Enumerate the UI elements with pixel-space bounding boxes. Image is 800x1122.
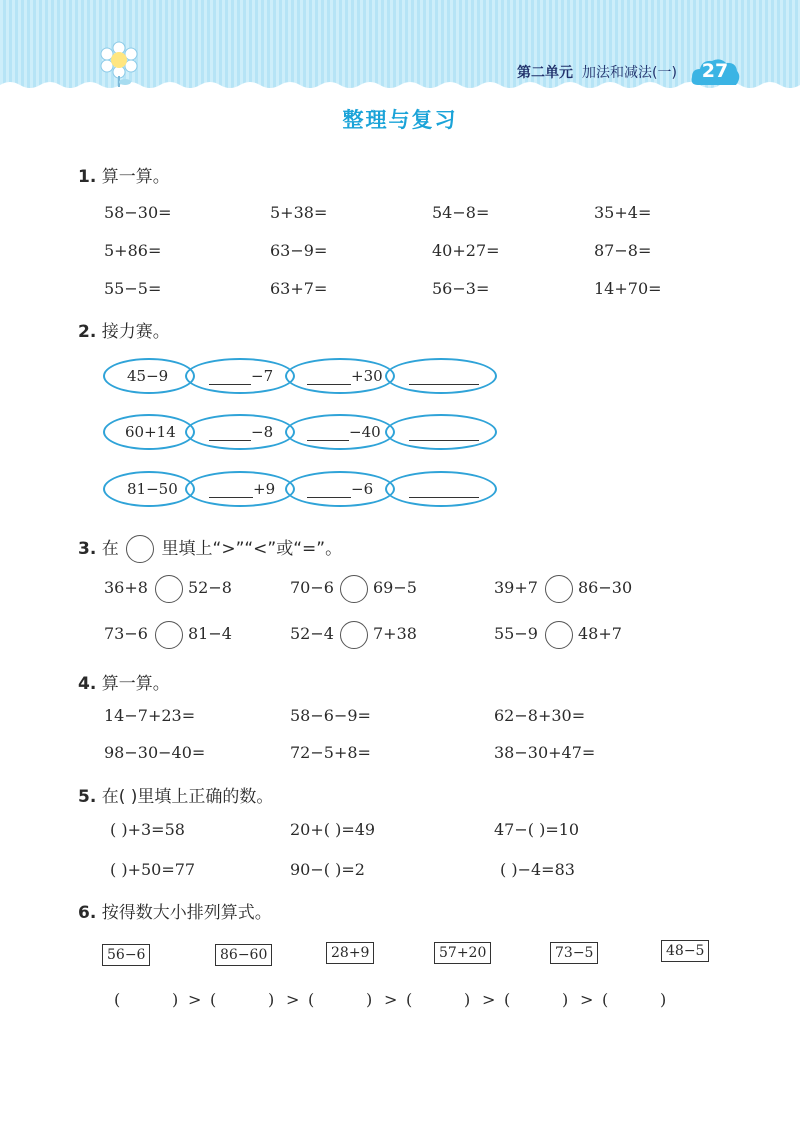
order-paren-close: ) — [268, 990, 275, 1009]
relay-step: −8 — [209, 423, 273, 441]
expression-box: 56−6 — [102, 944, 150, 966]
expression-box: 57+20 — [434, 942, 491, 964]
compare-left: 55−9 — [494, 624, 538, 643]
relay-result — [409, 480, 479, 498]
compare-right: 81−4 — [188, 624, 232, 643]
page-header — [0, 0, 800, 92]
order-paren-open[interactable]: ( — [406, 990, 413, 1009]
relay-result — [409, 367, 479, 385]
q1-problem: 40+27= — [432, 241, 500, 260]
compare-right: 48+7 — [578, 624, 622, 643]
compare-circle[interactable] — [340, 575, 368, 603]
q4-number: 4. — [78, 674, 97, 694]
q1-problem: 5+38= — [270, 203, 328, 222]
q2-heading — [78, 317, 170, 342]
compare-right: 69−5 — [373, 578, 417, 597]
order-paren-close: ) — [464, 990, 471, 1009]
q1-number: 1. — [78, 167, 97, 187]
compare-circle[interactable] — [545, 575, 573, 603]
answer-blank[interactable] — [209, 426, 251, 441]
q5-problem[interactable]: 47−( )=10 — [494, 820, 580, 839]
q1-instruction: 算一算。 — [101, 167, 170, 187]
q1-problem: 5+86= — [104, 241, 162, 260]
relay-start: 45−9 — [127, 367, 169, 385]
compare-right: 7+38 — [373, 624, 417, 643]
relay-start: 81−50 — [127, 480, 178, 498]
answer-blank[interactable] — [409, 370, 479, 385]
q4-problem: 58−6−9= — [290, 706, 371, 725]
compare-right: 86−30 — [578, 578, 633, 597]
q5-heading — [78, 782, 273, 807]
order-greater-sign: > — [482, 990, 496, 1009]
q1-problem: 58−30= — [104, 203, 172, 222]
answer-blank[interactable] — [409, 426, 479, 441]
answer-blank[interactable] — [307, 483, 351, 498]
order-greater-sign: > — [580, 990, 594, 1009]
relay-start: 60+14 — [125, 423, 176, 441]
q1-problem: 55−5= — [104, 279, 162, 298]
q2-number: 2. — [78, 322, 97, 342]
answer-blank[interactable] — [209, 370, 251, 385]
order-paren-close: ) — [366, 990, 373, 1009]
order-paren-open[interactable]: ( — [602, 990, 609, 1009]
q2-instruction: 接力赛。 — [101, 322, 170, 342]
q5-instruction: 在( )里填上正确的数。 — [101, 787, 274, 807]
page-number-badge — [690, 57, 740, 87]
order-paren-close: ) — [660, 990, 667, 1009]
q5-number: 5. — [78, 787, 97, 807]
unit-label: 第二单元 — [517, 65, 573, 81]
relay-step: −40 — [307, 423, 381, 441]
expression-box: 86−60 — [215, 944, 272, 966]
order-paren-open[interactable]: ( — [308, 990, 315, 1009]
q1-heading — [78, 162, 170, 187]
page-title: 整理与复习 — [342, 108, 458, 132]
expression-box: 48−5 — [661, 940, 709, 962]
q5-problem[interactable]: 20+( )=49 — [290, 820, 376, 839]
answer-blank[interactable] — [307, 426, 349, 441]
order-paren-open[interactable]: ( — [114, 990, 121, 1009]
flower-icon — [98, 40, 140, 88]
order-paren-open[interactable]: ( — [210, 990, 217, 1009]
relay-step: −6 — [307, 480, 373, 498]
q1-problem: 63−9= — [270, 241, 328, 260]
compare-left: 52−4 — [290, 624, 334, 643]
q3-number: 3. — [78, 539, 97, 559]
page-number: 27 — [701, 60, 729, 82]
compare-circle[interactable] — [340, 621, 368, 649]
q4-heading — [78, 669, 170, 694]
expression-box: 28+9 — [326, 942, 374, 964]
answer-blank[interactable] — [209, 483, 253, 498]
answer-blank[interactable] — [307, 370, 351, 385]
relay-step: +30 — [307, 367, 383, 385]
compare-left: 73−6 — [104, 624, 148, 643]
compare-left: 70−6 — [290, 578, 334, 597]
q1-problem: 35+4= — [594, 203, 652, 222]
q6-number: 6. — [78, 903, 97, 923]
expression-box: 73−5 — [550, 942, 598, 964]
order-paren-close: ) — [562, 990, 569, 1009]
relay-step: +9 — [209, 480, 275, 498]
compare-left: 36+8 — [104, 578, 148, 597]
order-greater-sign: > — [384, 990, 398, 1009]
q1-problem: 56−3= — [432, 279, 490, 298]
compare-right: 52−8 — [188, 578, 232, 597]
q4-instruction: 算一算。 — [101, 674, 170, 694]
q4-problem: 62−8+30= — [494, 706, 586, 725]
chapter-title: 加法和减法(一) — [582, 65, 677, 81]
answer-blank[interactable] — [409, 483, 479, 498]
order-paren-open[interactable]: ( — [504, 990, 511, 1009]
q1-problem: 63+7= — [270, 279, 328, 298]
q6-heading — [78, 898, 272, 923]
order-paren-close: ) — [172, 990, 179, 1009]
compare-circle[interactable] — [155, 621, 183, 649]
relay-result — [409, 423, 479, 441]
q1-problem: 54−8= — [432, 203, 490, 222]
order-greater-sign: > — [286, 990, 300, 1009]
q3-text-after: 里填上“>”“<”或“=”。 — [161, 539, 343, 559]
q4-problem: 72−5+8= — [290, 743, 371, 762]
q5-problem[interactable]: ( )−4=83 — [500, 860, 575, 879]
q4-problem: 14−7+23= — [104, 706, 196, 725]
q5-problem[interactable]: ( )+50=77 — [110, 860, 196, 879]
q5-problem[interactable]: ( )+3=58 — [110, 820, 185, 839]
q5-problem[interactable]: 90−( )=2 — [290, 860, 365, 879]
compare-circle[interactable] — [155, 575, 183, 603]
q1-problem: 87−8= — [594, 241, 652, 260]
q6-instruction: 按得数大小排列算式。 — [101, 903, 272, 923]
q4-problem: 38−30+47= — [494, 743, 596, 762]
circle-icon — [126, 535, 154, 563]
q3-heading — [78, 534, 342, 563]
order-greater-sign: > — [188, 990, 202, 1009]
compare-left: 39+7 — [494, 578, 538, 597]
relay-step: −7 — [209, 367, 273, 385]
q3-text-before: 在 — [101, 539, 119, 559]
q4-problem: 98−30−40= — [104, 743, 206, 762]
compare-circle[interactable] — [545, 621, 573, 649]
q1-problem: 14+70= — [594, 279, 662, 298]
